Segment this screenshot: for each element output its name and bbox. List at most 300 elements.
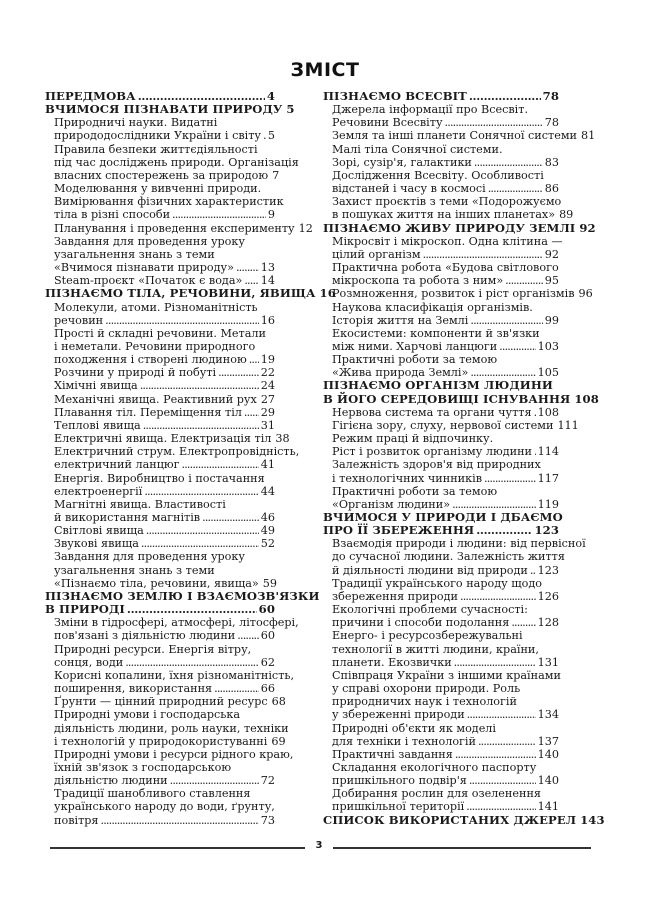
- toc-entry[interactable]: [45, 419, 275, 432]
- toc-entry[interactable]: [323, 287, 593, 301]
- toc-page-number: 69: [271, 734, 286, 748]
- toc-entry-title: для техніки і технологій: [332, 734, 476, 748]
- toc-entry-line: [332, 103, 559, 116]
- toc-entry[interactable]: [45, 406, 275, 419]
- dot-leader: [423, 248, 543, 261]
- toc-entry-title: Молекули, атоми. Різноманітність: [54, 300, 258, 314]
- toc-entry[interactable]: [45, 327, 275, 366]
- toc-entry[interactable]: [45, 747, 294, 788]
- toc-entry[interactable]: [45, 432, 290, 446]
- toc-entry-line: [54, 221, 313, 235]
- toc-entry-title: технології в житті людини, країни,: [332, 642, 539, 656]
- toc-entry-title: електричний ланцюг: [54, 458, 180, 472]
- toc-page-number: 60: [258, 602, 275, 617]
- toc-entry-title: Традиції шанобливого ставлення: [54, 787, 251, 801]
- toc-entry-title: поширення, використання: [54, 682, 213, 696]
- toc-entry[interactable]: [323, 353, 559, 379]
- toc-page-number: 4: [266, 89, 275, 103]
- dot-leader: [511, 616, 535, 629]
- toc-entry[interactable]: [323, 748, 559, 761]
- toc-page-number: 117: [537, 471, 559, 485]
- toc-entry-title: під час досліджень природи. Організація: [54, 155, 299, 169]
- toc-entry-title: узагальнення знань з теми: [54, 563, 215, 577]
- toc-entry[interactable]: [45, 616, 299, 643]
- toc-entry-line: [332, 208, 574, 222]
- toc-page-number: 123: [537, 563, 559, 577]
- toc-page-number: 128: [537, 616, 559, 630]
- dot-leader: [140, 379, 259, 392]
- toc-section-heading[interactable]: [323, 812, 605, 827]
- toc-entry[interactable]: [323, 577, 559, 603]
- toc-entry-title: Земля та інші планети Сонячної системи: [332, 129, 577, 143]
- toc-entry-line: [54, 524, 275, 537]
- dot-leader: [105, 314, 259, 327]
- toc-page-number: 73: [260, 813, 275, 827]
- toc-entry[interactable]: [45, 116, 275, 142]
- toc-entry-line: [54, 261, 275, 274]
- toc-entry-title: Прості й складні речовини. Метали: [54, 326, 266, 340]
- dot-leader: [143, 419, 259, 432]
- toc-page-number: 62: [260, 655, 275, 669]
- toc-entry[interactable]: [323, 143, 559, 169]
- toc-entry-title: Завдання для проведення уроку: [54, 550, 245, 564]
- toc-entry-title: походження і створені людиною: [54, 353, 247, 367]
- dot-leader: [127, 603, 257, 616]
- toc-entry-title: Речовини Всесвіту: [332, 116, 443, 130]
- toc-entry[interactable]: [45, 142, 299, 182]
- toc-entry-line: [54, 301, 275, 314]
- footer-rule-right: [333, 847, 591, 849]
- dot-leader: [499, 340, 535, 353]
- toc-entry[interactable]: [45, 221, 313, 235]
- toc-entry-line: [332, 340, 559, 353]
- toc-entry-title: у збереженні природи: [332, 708, 465, 722]
- toc-entry-line: [332, 327, 559, 340]
- toc-entry-line: [54, 129, 275, 142]
- toc-entry-line: [332, 248, 559, 261]
- toc-entry-title: СПИСОК ВИКОРИСТАНИХ ДЖЕРЕЛ: [323, 812, 577, 827]
- toc-entry-line: [323, 812, 605, 827]
- toc-entry-title: Звукові явища: [54, 537, 139, 551]
- toc-entry-title: Плавання тіл. Переміщення тіл: [54, 405, 242, 419]
- toc-page-number: 9: [267, 208, 275, 222]
- toc-entry-title: Взаємодія природи і людини: від первісної: [332, 537, 586, 551]
- toc-entry[interactable]: [323, 537, 586, 577]
- toc-entry-title: Практичні завдання: [332, 747, 453, 761]
- dot-leader: [530, 564, 536, 577]
- toc-entry-line: [54, 564, 275, 577]
- toc-entry-title: Складання екологічного паспорту: [332, 760, 537, 774]
- toc-entry-line: [54, 366, 275, 379]
- toc-page-number: 131: [537, 655, 559, 669]
- toc-entry-line: [54, 498, 275, 511]
- footer-rule-left: [50, 847, 305, 849]
- toc-entry-line: [332, 143, 559, 156]
- toc-entry-title: ПРО ЇЇ ЗБЕРЕЖЕННЯ: [323, 523, 475, 538]
- toc-page-number: 46: [260, 511, 275, 524]
- toc-entry-title: Малі тіла Сонячної системи.: [332, 142, 503, 156]
- toc-section-heading[interactable]: [323, 378, 599, 406]
- toc-page-number: 78: [544, 116, 559, 130]
- toc-page-number: 52: [260, 537, 275, 551]
- toc-entry-line: [332, 182, 559, 195]
- dot-leader: [146, 524, 259, 537]
- toc-entry-title: ВЧИМОСЯ У ПРИРОДИ І ДБАЄМО: [323, 510, 563, 524]
- toc-entry-title: Планування і проведення експерименту: [54, 221, 295, 235]
- toc-entry-title: Природні об'єкти як моделі: [332, 721, 496, 735]
- toc-entry-title: Електричний струм. Електропровідність,: [54, 445, 300, 459]
- toc-page-number: 92: [579, 220, 596, 235]
- toc-page-number: 49: [260, 524, 275, 538]
- toc-entry-title: мікроскопа та робота з ним»: [332, 274, 504, 288]
- page-number: 3: [315, 840, 323, 851]
- toc-entry-title: Магнітні явища. Властивості: [54, 497, 226, 511]
- toc-entry[interactable]: [323, 234, 563, 261]
- toc-entry-line: [54, 445, 300, 459]
- toc-entry-title: Завдання для проведення уроку: [54, 234, 245, 248]
- dot-leader: [534, 445, 536, 458]
- toc-entry[interactable]: [45, 182, 284, 222]
- toc-page-number: 96: [578, 287, 593, 301]
- dot-leader: [249, 353, 259, 366]
- toc-entry-line: [332, 432, 559, 445]
- toc-page-number: 114: [537, 445, 559, 459]
- toc-entry-title: Моделювання у вивченні природи.: [54, 182, 262, 196]
- toc-entry[interactable]: [323, 629, 559, 668]
- toc-entry-line: [332, 261, 559, 274]
- toc-entry-title: Добирання рослин для озеленення: [332, 787, 541, 801]
- toc-entry-line: [54, 616, 299, 630]
- toc-entry-title: Залежність здоров'я від природних: [332, 458, 541, 472]
- toc-entry-line: [54, 695, 286, 709]
- toc-entry-line: [332, 577, 559, 590]
- toc-entry-title: Співпраця України з іншими країнами: [332, 668, 561, 682]
- toc-section-heading[interactable]: [323, 510, 563, 538]
- toc-entry-title: Вимірювання фізичних характеристик: [54, 195, 284, 209]
- toc-entry-title: Екологічні проблеми сучасності:: [332, 603, 528, 617]
- toc-entry-line: [323, 391, 599, 406]
- toc-entry-line: [332, 550, 565, 564]
- toc-entry-title: В ПРИРОДІ: [45, 602, 125, 617]
- dot-leader: [460, 590, 536, 603]
- toc-entry-line: [332, 406, 559, 419]
- toc-entry[interactable]: [45, 787, 275, 826]
- toc-entry-title: Зорі, сузір'я, галактики: [332, 155, 472, 169]
- toc-page-number: 105: [537, 366, 559, 380]
- toc-entry-title: в пошуках життя на інших планетах»: [332, 208, 556, 222]
- toc-entry-line: [332, 616, 559, 629]
- toc-entry[interactable]: [323, 406, 559, 419]
- toc-page-number: 59: [262, 576, 277, 590]
- toc-entry-title: діяльністю людини: [54, 774, 168, 788]
- toc-entry-line: [54, 168, 280, 182]
- toc-entry-title: українського народу до води, ґрунту,: [54, 800, 275, 814]
- toc-entry-line: [332, 787, 559, 800]
- toc-entry-title: Ріст і розвиток організму людини: [332, 445, 532, 459]
- toc-entry-line: [54, 340, 275, 353]
- toc-page-number: 86: [544, 182, 559, 196]
- toc-entry-line: [332, 695, 559, 708]
- toc-entry-title: Практичні роботи за темою: [332, 353, 498, 367]
- toc-entry-line: [332, 314, 559, 327]
- toc-entry-line: [332, 195, 562, 209]
- toc-page-number: 108: [537, 405, 559, 419]
- toc-entry-title: Корисні копалини, їхня різноманітність,: [54, 668, 295, 682]
- toc-page-number: 27: [260, 392, 276, 406]
- toc-entry-line: [332, 234, 563, 248]
- toc-entry-line: [332, 564, 559, 577]
- toc-entry[interactable]: [323, 261, 559, 287]
- toc-entry-line: [332, 629, 559, 642]
- toc-entry-line: [332, 761, 559, 774]
- toc-entry-title: «Вчимося пізнавати природу»: [54, 261, 234, 275]
- toc-page-number: 31: [260, 418, 275, 432]
- toc-entry-line: [332, 287, 593, 301]
- toc-entry[interactable]: [45, 668, 295, 696]
- toc-entry[interactable]: [45, 695, 286, 709]
- toc-entry-line: [54, 734, 286, 748]
- dot-leader: [488, 182, 543, 195]
- toc-entry[interactable]: [45, 393, 275, 406]
- dot-leader: [144, 485, 258, 498]
- toc-entry[interactable]: [323, 129, 596, 143]
- toc-entry-title: Практична робота «Будова світлового: [332, 261, 559, 275]
- toc-entry-line: [54, 116, 275, 129]
- toc-entry-title: Історія життя на Землі: [332, 313, 469, 327]
- toc-entry-title: Правила безпеки життєдіяльності: [54, 142, 258, 156]
- toc-entry-line: [332, 458, 559, 471]
- dot-leader: [466, 800, 535, 813]
- toc-entry-line: [54, 406, 275, 419]
- toc-entry-line: [332, 735, 559, 748]
- toc-entry[interactable]: [323, 169, 559, 195]
- toc-entry[interactable]: [45, 550, 275, 589]
- toc-entry-line: [332, 418, 579, 432]
- toc-entry-line: [332, 643, 559, 656]
- toc-page-number: 44: [260, 484, 275, 498]
- toc-entry[interactable]: [323, 761, 559, 787]
- toc-entry-line: [332, 682, 559, 695]
- toc-section-heading[interactable]: [45, 286, 336, 301]
- toc-entry-line: [54, 458, 275, 471]
- toc-entry-title: Екосистеми: компоненти й зв'язки: [332, 326, 540, 340]
- toc-entry-title: Теплові явища: [54, 418, 141, 432]
- toc-entry-title: Світлові явища: [54, 524, 144, 538]
- toc-entry[interactable]: [45, 537, 275, 550]
- toc-entry-line: [54, 208, 275, 221]
- toc-entry[interactable]: [45, 472, 275, 498]
- toc-entry[interactable]: [45, 235, 275, 274]
- toc-page-number: 24: [260, 379, 275, 393]
- toc-entry-title: Steam-проєкт «Початок є вода»: [54, 274, 243, 288]
- toc-page-number: 143: [580, 812, 605, 827]
- toc-entry-title: Дослідження Всесвіту. Особливості: [332, 168, 544, 182]
- toc-page-number: 41: [260, 458, 275, 472]
- toc-entry-line: [45, 286, 336, 301]
- toc-page-number: 19: [260, 353, 275, 367]
- toc-entry-line: [332, 485, 559, 498]
- toc-page-number: 119: [537, 497, 559, 511]
- toc-page-number: 14: [260, 274, 275, 288]
- toc-entry-line: [332, 748, 559, 761]
- toc-entry[interactable]: [323, 485, 559, 511]
- toc-page-number: 72: [260, 774, 275, 788]
- toc-entry[interactable]: [323, 418, 579, 432]
- toc-page-number: 29: [260, 405, 275, 419]
- toc-entry-title: Природні умови і ресурси рідного краю,: [54, 747, 294, 761]
- toc-page-number: 7: [272, 168, 280, 182]
- toc-entry[interactable]: [323, 787, 559, 813]
- toc-entry-title: ПЕРЕДМОВА: [45, 89, 136, 103]
- toc-entry-line: [54, 379, 275, 392]
- dot-leader: [244, 406, 259, 419]
- toc-entry-title: Механічні явища. Реактивний рух: [54, 392, 257, 406]
- toc-entry[interactable]: [323, 195, 574, 222]
- toc-entry-line: [54, 537, 275, 550]
- toc-entry-title: природодослідники України і світу: [54, 129, 261, 143]
- dot-leader: [478, 735, 536, 748]
- toc-page-number: 83: [544, 155, 559, 169]
- toc-entry-title: і технологічних чинників: [332, 471, 482, 485]
- toc-entry-title: ПІЗНАЄМО ЖИВУ ПРИРОДУ ЗЕМЛІ: [323, 220, 576, 235]
- toc-entry-title: «Організм людини»: [332, 497, 451, 511]
- toc-page-number: 12: [298, 221, 313, 235]
- toc-entry-title: Традиції українського народу щодо: [332, 576, 543, 590]
- toc-entry-title: «Пізнаємо тіла, речовини, явища»: [54, 576, 259, 590]
- toc-section-heading[interactable]: [323, 90, 559, 103]
- toc-entry[interactable]: [45, 524, 275, 537]
- toc-section-heading[interactable]: [323, 220, 596, 235]
- toc-entry-line: [45, 603, 275, 616]
- toc-entry[interactable]: [323, 603, 559, 629]
- toc-entry[interactable]: [45, 366, 275, 379]
- toc-entry[interactable]: [323, 301, 559, 327]
- toc-page-number: 140: [537, 747, 559, 761]
- dot-leader: [470, 314, 542, 327]
- toc-page-number: 111: [557, 418, 579, 432]
- toc-entry[interactable]: [45, 498, 275, 524]
- toc-entry-line: [54, 747, 294, 761]
- toc-entry-line: [54, 814, 275, 827]
- toc-entry[interactable]: [323, 327, 559, 353]
- toc-page-number: 13: [260, 261, 275, 275]
- toc-entry[interactable]: [323, 103, 559, 129]
- toc-entry-line: [332, 274, 559, 287]
- toc-entry-title: Захист проєктів з теми «Подорожуємо: [332, 195, 562, 209]
- toc-entry-title: Хімічні явища: [54, 379, 138, 393]
- dot-leader: [202, 511, 259, 524]
- dot-leader: [455, 748, 536, 761]
- toc-entry-title: власних спостережень за природою: [54, 168, 269, 182]
- toc-entry-title: Практичні роботи за темою: [332, 484, 498, 498]
- dot-leader: [125, 656, 259, 669]
- toc-entry-line: [54, 432, 290, 446]
- toc-entry[interactable]: [323, 458, 559, 484]
- toc-entry-title: ПІЗНАЄМО ВСЕСВІТ: [323, 89, 467, 103]
- toc-entry-title: пришкільної території: [332, 800, 465, 814]
- toc-entry[interactable]: [45, 301, 275, 327]
- toc-entry-line: [332, 129, 596, 143]
- toc-page-number: 68: [271, 695, 286, 709]
- toc-entry-line: [54, 787, 275, 800]
- toc-page-number: 16: [319, 286, 336, 301]
- toc-entry-line: [54, 393, 275, 406]
- toc-entry-line: [54, 577, 275, 590]
- toc-section-heading[interactable]: [45, 102, 295, 117]
- toc-entry-title: Ґрунти — цінний природний ресурс: [54, 695, 268, 709]
- toc-entry-line: [54, 327, 275, 340]
- toc-entry-title: між ними. Харчові ланцюги: [332, 339, 498, 353]
- toc-entry-line: [54, 800, 275, 813]
- toc-entry[interactable]: [323, 669, 559, 722]
- toc-page-number: 22: [260, 366, 275, 380]
- toc-entry-title: Джерела інформації про Всесвіт.: [332, 103, 528, 117]
- toc-entry-title: речовин: [54, 313, 104, 327]
- toc-entry[interactable]: [45, 708, 289, 748]
- toc-page-number: 60: [260, 629, 275, 643]
- toc-entry-title: Природничі науки. Видатні: [54, 116, 218, 130]
- dot-leader: [454, 656, 536, 669]
- toc-entry-line: [54, 419, 275, 432]
- toc-entry-title: цілий організм: [332, 247, 421, 261]
- toc-entry-line: [323, 220, 596, 235]
- dot-leader: [236, 261, 259, 274]
- dot-leader: [170, 774, 259, 787]
- toc-entry-title: Природні умови і господарська: [54, 708, 241, 722]
- toc-entry-line: [332, 656, 559, 669]
- dot-leader: [182, 458, 259, 471]
- toc-entry-title: ПІЗНАЄМО ТІЛА, РЕЧОВИНИ, ЯВИЩА: [45, 286, 316, 301]
- toc-entry-title: тіла в різні способи: [54, 208, 171, 222]
- toc-entry-line: [332, 708, 559, 721]
- toc-entry-line: [54, 235, 275, 248]
- toc-entry[interactable]: [45, 445, 300, 472]
- toc-entry-title: повітря: [54, 813, 99, 827]
- toc-page-number: 38: [275, 432, 290, 446]
- toc-entry-line: [332, 353, 559, 366]
- toc-page-number: 89: [559, 208, 574, 222]
- toc-entry-line: [332, 116, 559, 129]
- toc-page-number: 141: [537, 800, 559, 814]
- dot-leader: [214, 682, 259, 695]
- toc-entry-title: ВЧИМОСЯ ПІЗНАВАТИ ПРИРОДУ: [45, 102, 283, 117]
- toc-page-number: 5: [286, 102, 295, 117]
- dot-leader: [484, 472, 536, 485]
- toc-entry-title: «Жива природа Землі»: [332, 366, 469, 380]
- toc-entry-title: Природні ресурси. Енергія вітру,: [54, 642, 252, 656]
- toc-entry-line: [54, 472, 275, 485]
- toc-entry-title: їхній зв'язок з господарською: [54, 760, 232, 774]
- toc-entry[interactable]: [45, 643, 275, 669]
- toc-right-column: [323, 89, 605, 827]
- toc-section-heading[interactable]: [45, 588, 320, 617]
- toc-entry-title: Розчини у природі й побуті: [54, 366, 217, 380]
- toc-entry-title: до сучасної людини. Залежність життя: [332, 550, 565, 564]
- toc-page-number: 78: [542, 89, 559, 103]
- toc-entry[interactable]: [45, 379, 275, 392]
- toc-entry-title: В ЙОГО СЕРЕДОВИЩІ ІСНУВАННЯ: [323, 391, 571, 406]
- toc-entry[interactable]: [323, 432, 559, 458]
- toc-entry[interactable]: [323, 722, 559, 748]
- dot-leader: [469, 90, 541, 103]
- toc-page-number: 66: [260, 682, 275, 696]
- dot-leader: [237, 629, 258, 642]
- toc-entry-line: [45, 102, 295, 117]
- toc-page-number: 92: [544, 247, 559, 261]
- toc-entry-line: [332, 169, 559, 182]
- toc-page-number: 95: [544, 274, 559, 288]
- dot-leader: [505, 274, 543, 287]
